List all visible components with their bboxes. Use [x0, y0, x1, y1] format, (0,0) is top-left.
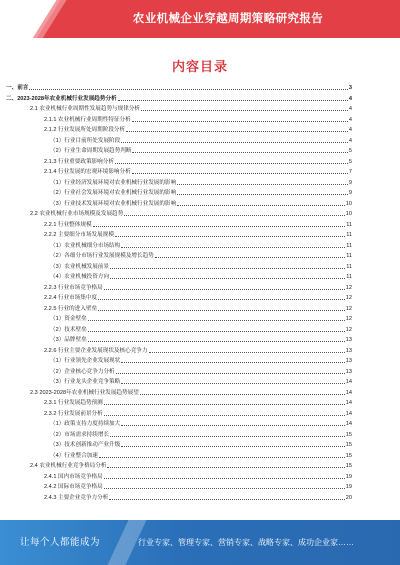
toc-entry-text: （3）行业技术发展环境对农业机械行业发展的影响 — [50, 200, 177, 207]
toc-entry-text: （1）行业经济发展环境对农业机械行业发展的影响 — [50, 179, 177, 186]
toc-entry[interactable] — [0, 441, 400, 449]
toc-heading: 内容目录 — [171, 59, 228, 74]
toc-page-number: 12 — [345, 295, 352, 301]
toc-entry-text: 2.2.6 行业主要企业发展现状及核心竞争力 — [44, 347, 148, 354]
toc-entry[interactable] — [0, 399, 400, 407]
toc-entry[interactable] — [0, 84, 400, 92]
toc-entry[interactable] — [0, 273, 400, 281]
toc-entry-text: 2.3.2 行业发展前景分析 — [44, 410, 103, 417]
toc-leader-dots — [121, 446, 345, 447]
toc-page-number: 19 — [345, 473, 352, 480]
toc-entry[interactable] — [0, 410, 400, 418]
toc-page-number: 15 — [345, 431, 352, 438]
toc-entry-text: （1）资金壁垒 — [50, 316, 87, 322]
toc-entry-text: （1）政策支持力度持续加大 — [50, 421, 121, 427]
toc-leader-dots — [109, 499, 344, 500]
toc-entry-text: 2.1 农业机械行业周期性发展趋势与规律分析 — [30, 106, 141, 112]
toc-entry-text: （1）行业目前所处发展阶段 — [50, 137, 121, 144]
toc-leader-dots — [121, 383, 345, 384]
toc-entry-text: （1）行业领先企业发展现状 — [50, 358, 121, 364]
toc-entry-text: 2.2.4 行业市场集中度 — [44, 295, 98, 301]
toc-page-number: 11 — [346, 221, 352, 228]
footer-banner — [0, 520, 400, 565]
toc-leader-dots — [104, 404, 345, 405]
toc-entry-text: （3）农业机械发展前景 — [50, 263, 110, 270]
toc-leader-dots — [177, 184, 348, 185]
toc-entry[interactable] — [0, 368, 400, 376]
toc-entry[interactable] — [0, 347, 400, 355]
toc-page-number: 15 — [345, 442, 352, 448]
toc-page-number: 4 — [348, 106, 352, 112]
toc-page-number: 4 — [348, 137, 352, 144]
toc-page-number: 14 — [345, 410, 352, 417]
toc-entry-text: 2.4 农业机械行业竞争格局分析 — [30, 463, 107, 469]
toc-page-number: 13 — [345, 347, 352, 354]
toc-leader-dots — [110, 436, 345, 437]
toc-page-number: 5 — [348, 158, 352, 165]
toc-page-number: 12 — [345, 316, 352, 322]
toc-leader-dots — [29, 89, 347, 90]
toc-page-number: 11 — [346, 242, 352, 249]
toc-page-number: 11 — [346, 232, 352, 238]
header-banner — [0, 0, 400, 38]
toc-leader-dots — [115, 163, 348, 164]
toc-page-number: 11 — [346, 253, 352, 259]
toc-page-number: 14 — [345, 421, 352, 427]
toc-entry[interactable] — [0, 95, 400, 103]
toc-entry[interactable] — [0, 284, 400, 292]
toc-leader-dots — [115, 236, 345, 237]
toc-leader-dots — [98, 299, 345, 300]
toc-entry[interactable] — [0, 336, 400, 344]
toc-page-number: 13 — [345, 368, 352, 375]
toc-leader-dots — [88, 331, 345, 332]
toc-leader-dots — [93, 226, 346, 227]
toc-entry[interactable] — [0, 462, 400, 470]
toc-entry-text: 2.3.1 行业发展趋势预测 — [44, 400, 103, 406]
toc-entry[interactable] — [0, 231, 400, 239]
toc-leader-dots — [88, 341, 345, 342]
toc-entry-text: （2）各细分市场行业发展规模及增长趋势 — [50, 253, 154, 259]
toc-entry[interactable] — [0, 494, 400, 502]
toc-page-number: 4 — [348, 127, 352, 133]
toc-entry-text: 2.3 2023-2028年农业机械行业发展趋势展望 — [30, 389, 139, 396]
toc-entry[interactable] — [0, 242, 400, 250]
toc-entry[interactable] — [0, 263, 400, 271]
toc-entry-text: （4）农业机械投资方向 — [50, 274, 110, 280]
toc-entry-text: （2）市场需求持续增长 — [50, 431, 110, 438]
toc-leader-dots — [104, 289, 345, 290]
toc-entry[interactable] — [0, 221, 400, 229]
toc-entry-text: 2.4.1 国内市场竞争格局 — [44, 473, 103, 480]
toc-leader-dots — [126, 131, 348, 132]
toc-entry[interactable] — [0, 158, 400, 166]
toc-leader-dots — [99, 457, 345, 458]
toc-entry[interactable] — [0, 452, 400, 460]
toc-leader-dots — [110, 268, 345, 269]
toc-page-number: 15 — [345, 452, 352, 459]
toc-entry[interactable] — [0, 326, 400, 334]
toc-entry-text: 一、前言 — [6, 85, 29, 91]
toc-page-number: 11 — [346, 263, 352, 270]
toc-page-number: 9 — [348, 179, 352, 186]
toc-page-number: 11 — [346, 274, 352, 280]
toc-entry-text: （2）企业核心竞争力分析 — [50, 368, 115, 375]
toc-page-number: 15 — [345, 463, 352, 469]
toc-entry[interactable] — [0, 126, 400, 134]
toc-entry-text: 2.4.2 国际市场竞争格局 — [44, 484, 103, 490]
toc-page-number: 9 — [348, 190, 352, 196]
toc-entry[interactable] — [0, 473, 400, 481]
toc-page-number: 13 — [345, 358, 352, 364]
toc-page-number: 14 — [345, 400, 352, 406]
report-title: 农业机械企业穿越周期策略研究报告 — [132, 13, 324, 25]
toc-entry[interactable] — [0, 315, 400, 323]
toc-entry-text: （2）行业生命周期发展趋势判断 — [50, 148, 132, 154]
toc-leader-dots — [177, 205, 345, 206]
toc-leader-dots — [98, 310, 345, 311]
toc-page-number: 5 — [348, 148, 352, 154]
toc-leader-dots — [140, 394, 345, 395]
toc-entry[interactable] — [0, 179, 400, 187]
toc-entry-text: （3）品牌壁垒 — [50, 337, 87, 343]
toc-entry[interactable] — [0, 116, 400, 124]
toc-entry[interactable] — [0, 189, 400, 197]
toc-leader-dots — [116, 373, 345, 374]
toc-entry[interactable] — [0, 378, 400, 386]
toc-entry[interactable] — [0, 305, 400, 313]
toc-entry[interactable] — [0, 200, 400, 208]
toc-entry[interactable] — [0, 168, 400, 176]
toc-page-number: 14 — [345, 389, 352, 396]
toc-page-number: 12 — [345, 305, 352, 312]
toc-entry-text: 二、2023-2028年农业机械行业发展趋势分析 — [6, 95, 117, 102]
toc-leader-dots — [118, 100, 348, 101]
toc-entry[interactable] — [0, 210, 400, 218]
toc-entry[interactable] — [0, 252, 400, 260]
toc-page-number: 10 — [345, 211, 352, 217]
toc-entry-text: 2.2.5 行业的进入壁垒 — [44, 305, 98, 312]
toc-entry[interactable] — [0, 357, 400, 365]
toc-entry-text: 2.2 农业机械行业市场规模及发展趋势 — [30, 211, 124, 217]
toc-entry-text: （1）农业机械细分市场结构 — [50, 242, 121, 249]
toc-leader-dots — [177, 194, 348, 195]
toc-page-number: 3 — [348, 85, 352, 91]
toc-entry-text: 2.2.1 行业整体规模 — [44, 221, 92, 228]
toc-leader-dots — [149, 352, 345, 353]
toc-page-number: 14 — [345, 379, 352, 385]
toc-entry-text: （3）技术创新推动产业升级 — [50, 442, 121, 448]
toc-leader-dots — [155, 257, 345, 258]
toc-entry-text: 2.1.1 农业机械行业周期性特征分析 — [44, 116, 131, 123]
toc-entry-text: （3）行业龙头企业竞争策略 — [50, 379, 121, 385]
toc-leader-dots — [110, 278, 345, 279]
footer-tagline: 行业专家、管理专家、营销专家、战略专家、成功企业家…… — [138, 538, 354, 547]
toc-leader-dots — [132, 173, 348, 174]
toc-page-number: 13 — [345, 337, 352, 343]
toc-page-number: 4 — [348, 116, 352, 123]
toc-entry[interactable] — [0, 294, 400, 302]
toc-page-number: 12 — [345, 326, 352, 333]
toc-entry-text: 2.4.3 主要企业竞争力分析 — [44, 494, 109, 501]
toc-entry[interactable] — [0, 137, 400, 145]
toc-leader-dots — [124, 215, 345, 216]
toc-page-number: 7 — [348, 169, 352, 175]
toc-page-number: 20 — [345, 494, 352, 501]
toc-leader-dots — [104, 478, 345, 479]
toc-entry-text: 2.1.3 行业重要政策影响分析 — [44, 158, 114, 165]
footer-slogan: 让每个人都能成为 — [19, 537, 100, 548]
toc-leader-dots — [132, 152, 347, 153]
toc-leader-dots — [88, 320, 345, 321]
toc-entry-text: （4）行业整合加速 — [50, 452, 98, 459]
toc-entry-text: （2）技术壁垒 — [50, 326, 87, 333]
toc-leader-dots — [104, 488, 345, 489]
toc-leader-dots — [121, 425, 345, 426]
toc-entry-text: 2.1.2 行业发展所处周期阶段分析 — [44, 127, 126, 133]
toc-page-number: 12 — [345, 284, 352, 291]
toc-leader-dots — [132, 121, 348, 122]
toc-page-number: 4 — [348, 95, 352, 102]
toc-page-number: 10 — [345, 200, 352, 207]
toc-leader-dots — [104, 415, 345, 416]
toc-entry[interactable] — [0, 420, 400, 428]
toc-entry[interactable] — [0, 389, 400, 397]
toc-entry[interactable] — [0, 431, 400, 439]
toc-entry-text: 2.2.3 行业市场竞争格局 — [44, 284, 103, 291]
toc-entry[interactable] — [0, 483, 400, 491]
toc-entry-text: 2.2.2 主要细分市场发展规模 — [44, 232, 114, 238]
toc-entry-text: 2.1.4 行业发展的宏观环境影响分析 — [44, 169, 131, 175]
toc-leader-dots — [121, 142, 348, 143]
toc-leader-dots — [121, 247, 345, 248]
toc-leader-dots — [107, 467, 344, 468]
toc-entry[interactable] — [0, 105, 400, 113]
toc-entry-text: （2）行业社会发展环境对农业机械行业发展的影响 — [50, 190, 177, 196]
toc-entry[interactable] — [0, 147, 400, 155]
toc-page-number: 19 — [345, 484, 352, 490]
toc-leader-dots — [121, 362, 345, 363]
toc-leader-dots — [141, 110, 348, 111]
